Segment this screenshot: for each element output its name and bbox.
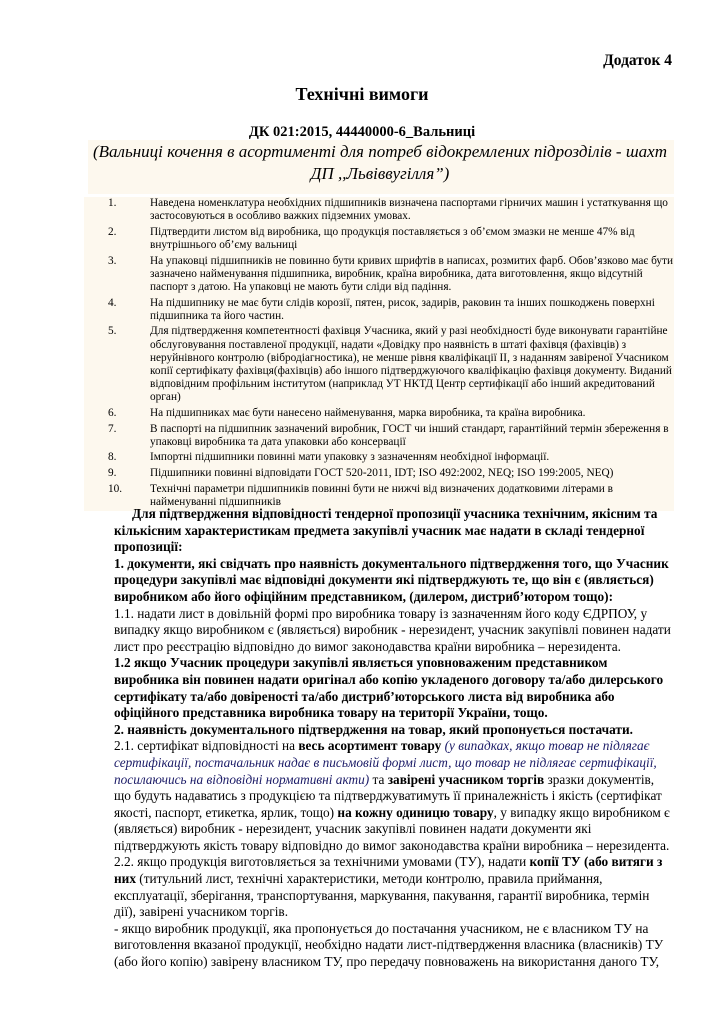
section-2-1-part: на кожну одиницю товару (337, 804, 494, 820)
section-2-1-part: весь асортимент товару (298, 738, 442, 754)
list-item-number: 10. (108, 482, 123, 495)
list-item-text: На підшипниках має бути нанесено найменування, марка виробника, та країна виробника. (150, 407, 586, 419)
section-2-1-part: зразки документів, що будуть надаватись з продукцією та підтверджуватимуть її приналежність і якість (сертифікат якості, паспорт, етикетка, ярлик, тощо) (114, 771, 662, 820)
section-2-heading: 2. наявність документального підтвердження на товар, який пропонується постачати. (114, 721, 633, 737)
section-1-heading: 1. документи, які свідчать про наявність документального підтвердження того, що Учасник процедури закупівлі має відповідні документи які підтверджують те, що він є (являється) виробником або його офіційним представником, (дилером, дистриб’ютором тощо): (114, 555, 669, 604)
document-body (114, 506, 674, 971)
list-item-text: В паспорті на підшипник зазначений виробник, ГОСТ чи інший стандарт, гарантійний термін збереження в упаковці виробника та дата упаковки або консервації (150, 422, 669, 448)
section-2-2-part: копії ТУ (або витяги з них (114, 854, 663, 887)
list-item (84, 297, 674, 323)
classification-code: ДК 021:2015, 44440000-6_Вальниці (248, 124, 476, 140)
subtitle (90, 141, 670, 185)
list-item-number: 6. (108, 407, 117, 419)
list-item (84, 407, 674, 420)
list-item-number: 2. (108, 225, 117, 238)
list-item-text: Підтвердити листом від виробника, що продукція поставляється з об’ємом змазки не менше 47% від внутрішнього об’єму вальниці (150, 225, 635, 251)
list-item-text: Імпортні підшипники повинні мати упаковку з зазначенням необхідної інформації. (150, 451, 550, 464)
list-item (84, 325, 674, 404)
intro-paragraph: Для підтвердження відповідності тендерної пропозиції учасника технічним, якісним та кількісним характеристикам предмета закупівлі учасник має надати в складі тендерної пропозиції: (114, 506, 658, 555)
list-item-number: 1. (108, 197, 117, 209)
list-item (84, 255, 674, 295)
list-item-text: Технічні параметри підшипників повинні бути не нижчі від визначених додатковими літерами в найменуванні підшипників (150, 482, 613, 508)
section-1-2: 1.2 якщо Учасник процедури закупівлі являється уповноваженим представником виробника він повинен надати оригінал або копію укладеного договору та/або дилерського сертифікату та/або довіреності та/або дистриб’юторського листа від виробника або офіційного представника виробника товару на території України, тощо. (114, 655, 664, 721)
section-2-2-part: (титульний лист, технічні характеристики, методи контролю, правила приймання, експлуатації, зберігання, транспортування, маркування, пакування, гарантії виробника, термін дії), завірені учасником торгів. (114, 871, 650, 920)
section-2-1-part: 2.1. сертифікат відповідності на (114, 738, 299, 754)
requirements-list (84, 197, 674, 511)
subtitle-line-2: ДП ,,Львіввугілля”) (310, 164, 450, 183)
list-item (84, 451, 674, 464)
list-item-text: На підшипнику не має бути слідів корозії, пятен, рисок, задирів, раковин та інших пошкоджень поверхні підшипника та його частин. (150, 296, 655, 322)
section-2-1-part: завірені учасником торгів (387, 771, 545, 787)
list-item-number: 9. (108, 466, 117, 479)
section-1-1: 1.1. надати лист в довільній формі про виробника товару із зазначенням його коду ЄДРПОУ, у випадку якщо виробником є (являється) виробник - нерезидент, учасник закупівлі повинен надати лист про реєстрацію відповідно до вимог законодавства країни виробника – нерезидента. (114, 605, 671, 654)
list-item (84, 467, 674, 480)
list-item-text: Наведена номенклатура необхідних підшипників визначена паспортами гірничих машин і устаткування що застосовуються в особливо важких підземних умовах. (150, 197, 668, 223)
section-2-3: - якщо виробник продукції, яка пропонується до постачання учасником, не є власником ТУ на виготовлення вказаної продукції, необхідно надати лист-підтвердження власника (власників) ТУ (або його копію) завірену власником ТУ, про передачу повноважень на використання даного ТУ, (114, 920, 664, 970)
list-item-text: Підшипники повинні відповідати ГОСТ 520-2011, IDT; ISO 492:2002, NEQ; ISO 199:2005, NEQ) (150, 466, 614, 479)
section-2-1 (114, 738, 674, 854)
section-2-1-part: та (369, 771, 388, 787)
list-item-number: 4. (108, 296, 117, 309)
addendum-label: Додаток 4 (603, 52, 672, 69)
section-2-2 (114, 854, 674, 920)
list-item-text: На упаковці підшипників не повинно бути кривих шрифтів в написах, розмитих фарб. Обов’язково має бути зазначено найменування підшипника, виробник, країна виробника, дата виготовлення, якщо відсутній паспорт з датою. На упаковці не мають бути сліди від падіння. (150, 254, 674, 293)
list-item-number: 5. (108, 325, 117, 338)
list-item (84, 423, 674, 449)
list-item (84, 197, 674, 223)
page-title: Технічні вимоги (295, 84, 429, 104)
list-item-text: Для підтвердження компетентності фахівця Учасника, який у разі необхідності буде виконувати гарантійне обслуговування поставленої продукції, надати «Довідку про наявність в штаті фахівця (фахівців) з неруйнівного контролю (вібродіагностика), не менше рівня кваліфікації ІІ, з наданням завіреної Учасником копії сертифікату фахівця(фахівців) або іншого підтверджуючого кваліфікацію фахівця документу. Виданий відповідним профільним інститутом (наприклад УТ НКТД Центр сертифікації або інший акредитований орган) (150, 325, 672, 404)
list-item (84, 226, 674, 252)
list-item-number: 8. (108, 451, 117, 464)
list-item-number: 7. (108, 422, 117, 435)
subtitle-line-1: (Вальниці кочення в асортименті для потреб відокремлених підрозділів - шахт (93, 142, 667, 161)
section-2-2-part: 2.2. якщо продукція виготовляється за технічними умовами (ТУ), надати (114, 854, 530, 870)
section-2-1-note: (у випадках, якщо товар не підлягає сертифікації, постачальник надає в письмовій формі лист, що товар не підлягає сертифікації, посилаючись на відповідні нормативні акти) (114, 738, 657, 787)
list-item-number: 3. (108, 254, 117, 267)
section-2-1-part: , у випадку якщо виробником є (являється) виробник - нерезидент, учасник закупівлі повинен надати документи які підтверджують якість товару відповідно до вимог законодавства країни виробника – нерезидента. (114, 804, 670, 853)
